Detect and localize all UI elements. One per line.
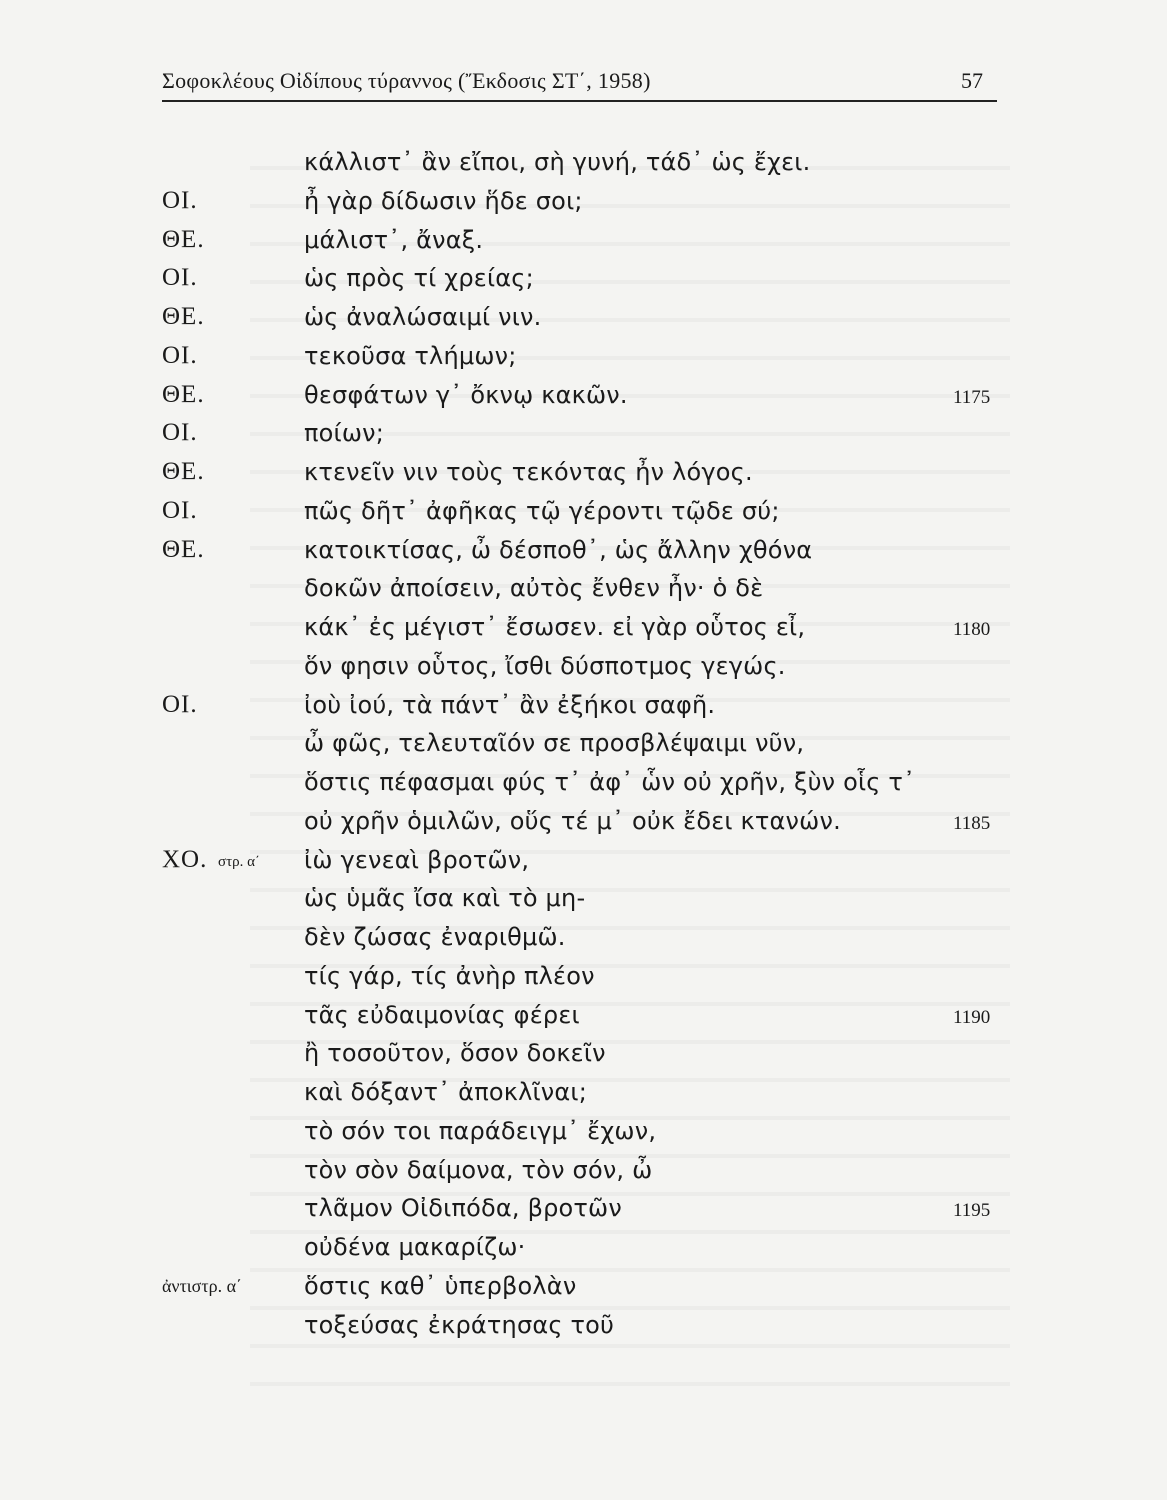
verse-line (0, 807, 1167, 845)
line-number: 1180 (953, 619, 991, 640)
verse-text: πῶς δῆτ᾽ ἀφῆκας τῷ γέροντι τῷδε σύ; (304, 496, 780, 525)
verse-line (0, 1272, 1167, 1310)
verse-text: τλᾶμον Οἰδιπόδα, βροτῶν (304, 1194, 622, 1223)
speaker-label: ΘΕ. (162, 303, 205, 330)
verse-line (0, 1156, 1167, 1194)
verse-line (0, 303, 1167, 341)
verse-text: τοξεύσας ἐκράτησας τοῦ (304, 1310, 615, 1339)
verse-text: ὅν φησιν οὗτος, ἴσθι δύσποτμος γεγώς. (304, 651, 786, 680)
verse-line (0, 923, 1167, 961)
speaker-label: ΟΙ. (162, 690, 198, 718)
verse-text: δὲν ζώσας ἐναριθμῶ. (304, 923, 566, 951)
verse-line (0, 613, 1167, 651)
verse-line (0, 458, 1167, 496)
verse-text: ὦ φῶς, τελευταῖόν σε προσβλέψαιμι νῦν, (304, 729, 805, 758)
verse-text: κάκ᾽ ἐς μέγιστ᾽ ἔσωσεν. εἰ γὰρ οὗτος εἶ, (304, 613, 806, 641)
verse-line (0, 536, 1167, 574)
verse-line (0, 729, 1167, 767)
running-header (162, 64, 997, 102)
verse-text: τὸ σόν τοι παράδειγμ᾽ ἔχων, (304, 1116, 657, 1145)
verse-text: τᾶς εὐδαιμονίας φέρει (304, 1000, 580, 1029)
line-number: 1175 (953, 386, 991, 408)
speaker-label: ΘΕ. (162, 225, 205, 253)
line-number: 1190 (953, 1006, 991, 1028)
verse-line (0, 962, 1167, 1000)
speaker-label: ΟΙ. (162, 419, 198, 447)
verse-text: ὡς πρὸς τί χρείας; (304, 264, 534, 293)
verse-text: τὸν σὸν δαίμονα, τὸν σόν, ὦ (304, 1155, 653, 1184)
verse-line (0, 1078, 1167, 1116)
verse-line (0, 187, 1167, 225)
verse-line (0, 846, 1167, 884)
speaker-label: ΘΕ. (162, 380, 205, 408)
verse-line (0, 1001, 1167, 1039)
speaker-label: ΧΟ. (162, 845, 208, 873)
verse-line (0, 574, 1167, 612)
verse-line (0, 1117, 1167, 1155)
verse-line (0, 691, 1167, 729)
verse-text: θεσφάτων γ᾽ ὄκνῳ κακῶν. (304, 380, 628, 409)
verse-line (0, 148, 1167, 186)
verse-text: μάλιστ᾽, ἄναξ. (304, 225, 484, 254)
verse-line (0, 1039, 1167, 1077)
speaker-label: ΘΕ. (162, 535, 205, 563)
running-title: Σοφοκλέους Οἰδίπους τύραννος (Ἔκδοσις ΣΤ΄, 1958) (162, 68, 651, 93)
verse-text: ποίων; (304, 419, 385, 448)
strophe-note: στρ. α΄ (218, 853, 260, 870)
verse-line (0, 768, 1167, 806)
page-number: 57 (961, 68, 983, 93)
verse-line (0, 226, 1167, 264)
verse-line (0, 342, 1167, 380)
verse-line (0, 884, 1167, 922)
verse-text: ἰοὺ ἰού, τὰ πάντ᾽ ἂν ἐξήκοι σαφῆ. (304, 690, 716, 719)
speaker-label: ΟΙ. (162, 341, 198, 369)
verse-text: οὐ χρῆν ὁμιλῶν, οὕς τέ μ᾽ οὐκ ἔδει κτανών. (304, 806, 841, 835)
verse-line (0, 419, 1167, 457)
verse-text: κτενεῖν νιν τοὺς τεκόντας ἦν λόγος. (304, 458, 753, 486)
verse-line (0, 1194, 1167, 1232)
verse-line (0, 381, 1167, 419)
verse-line (0, 652, 1167, 690)
verse-text: ὡς ἀναλώσαιμί νιν. (304, 303, 542, 331)
line-number: 1185 (953, 812, 991, 834)
verse-text: δοκῶν ἀποίσειν, αὐτὸς ἔνθεν ἦν· ὁ δὲ (304, 574, 764, 603)
verse-text: ὅστις καθ᾽ ὑπερβολὰν (304, 1271, 577, 1300)
verse-text: καὶ δόξαντ᾽ ἀποκλῖναι; (304, 1078, 588, 1106)
verse-line (0, 1233, 1167, 1271)
line-number: 1195 (953, 1200, 991, 1222)
verse-text: κατοικτίσας, ὦ δέσποθ᾽, ὡς ἄλλην χθόνα (304, 535, 813, 564)
speaker-label: ΟΙ. (162, 264, 198, 292)
verse-text: κάλλιστ᾽ ἂν εἴποι, σὴ γυνή, τάδ᾽ ὡς ἔχει. (304, 148, 811, 176)
verse-text: ἢ τοσοῦτον, ὅσον δοκεῖν (304, 1039, 606, 1068)
verse-text: τεκοῦσα τλήμων; (304, 341, 517, 370)
verse-text: ἰὼ γενεαὶ βροτῶν, (304, 845, 530, 874)
speaker-label: ἀντιστρ. α΄ (162, 1275, 242, 1296)
verse-line (0, 264, 1167, 302)
verse-text: οὐδένα μακαρίζω· (304, 1233, 526, 1261)
verse-text: ἦ γὰρ δίδωσιν ἥδε σοι; (304, 186, 583, 215)
verse-text: ὡς ὑμᾶς ἴσα καὶ τὸ μη- (304, 884, 586, 913)
speaker-label: ΘΕ. (162, 458, 205, 485)
verse-line (0, 1311, 1167, 1349)
verse-line (0, 497, 1167, 535)
verse-text: τίς γάρ, τίς ἀνὴρ πλέον (304, 961, 595, 990)
verse-text: ὅστις πέφασμαι φύς τ᾽ ἀφ᾽ ὧν οὐ χρῆν, ξὺν οἷς τ᾽ (304, 768, 916, 796)
speaker-label: ΟΙ. (162, 496, 198, 524)
speaker-label: ΟΙ. (162, 186, 198, 214)
